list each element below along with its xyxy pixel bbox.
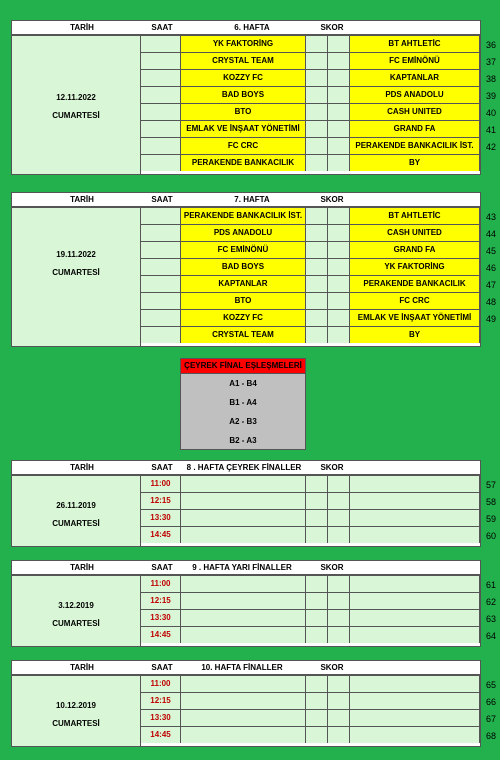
week-title: 7. HAFTA	[234, 195, 270, 204]
home-score[interactable]	[306, 576, 328, 592]
away-score[interactable]	[328, 727, 350, 743]
home-score[interactable]	[306, 710, 328, 726]
match-row	[141, 104, 496, 121]
home-team[interactable]	[181, 576, 306, 592]
match-number: 63	[485, 614, 496, 624]
match-number: 57	[485, 480, 496, 490]
time-cell: 14:45	[141, 527, 181, 543]
match-row	[141, 627, 496, 644]
week-10-date-cell	[12, 676, 141, 746]
match-row	[141, 693, 496, 710]
match-number: 64	[485, 631, 496, 641]
home-score[interactable]	[306, 53, 328, 69]
time-cell: 14:45	[141, 627, 181, 643]
time-cell[interactable]	[141, 70, 181, 86]
away-score[interactable]	[328, 259, 350, 275]
time-column-header: SAAT	[151, 563, 173, 572]
match-row	[141, 676, 496, 693]
time-column-header: SAAT	[151, 23, 173, 32]
home-score[interactable]	[306, 693, 328, 709]
away-team: KAPTANLAR	[350, 70, 480, 86]
away-team: CASH UNITED	[350, 225, 480, 241]
time-cell[interactable]	[141, 155, 181, 171]
match-number: 36	[485, 40, 496, 50]
match-row	[141, 155, 480, 172]
away-team[interactable]	[350, 627, 480, 643]
match-row	[141, 225, 496, 242]
away-score[interactable]	[328, 493, 350, 509]
away-team[interactable]	[350, 676, 480, 692]
match-number: 62	[485, 597, 496, 607]
away-team[interactable]	[350, 593, 480, 609]
match-row	[141, 208, 496, 225]
away-score[interactable]	[328, 104, 350, 120]
week-7-header	[11, 192, 481, 207]
home-team[interactable]	[181, 493, 306, 509]
week-9-section	[11, 560, 496, 641]
match-number: 37	[485, 57, 496, 67]
home-team: PERAKENDE BANKACILIK İST.	[181, 208, 306, 224]
away-team: BT AHTLETİC	[350, 208, 480, 224]
time-cell: 13:30	[141, 610, 181, 626]
pairing: B1 - A4	[229, 398, 257, 407]
week-title: 6. HAFTA	[234, 23, 270, 32]
home-team: BAD BOYS	[181, 87, 306, 103]
home-team[interactable]	[181, 476, 306, 492]
week-8-header	[11, 460, 481, 475]
away-score[interactable]	[328, 53, 350, 69]
date-column-header: TARİH	[70, 23, 94, 32]
away-team[interactable]	[350, 576, 480, 592]
home-score[interactable]	[306, 121, 328, 137]
home-score[interactable]	[306, 676, 328, 692]
away-score[interactable]	[328, 527, 350, 543]
match-number: 61	[485, 580, 496, 590]
home-team: CRYSTAL TEAM	[181, 53, 306, 69]
home-score[interactable]	[306, 727, 328, 743]
home-score[interactable]	[306, 259, 328, 275]
week-8-table	[11, 475, 496, 547]
home-score[interactable]	[306, 327, 328, 343]
away-score[interactable]	[328, 693, 350, 709]
match-number: 66	[485, 697, 496, 707]
time-cell[interactable]	[141, 310, 181, 326]
time-cell: 14:45	[141, 727, 181, 743]
pairing: A2 - B3	[229, 417, 257, 426]
match-row	[141, 576, 496, 593]
time-column-header: SAAT	[151, 195, 173, 204]
home-team[interactable]	[181, 527, 306, 543]
match-number: 38	[485, 74, 496, 84]
home-score[interactable]	[306, 476, 328, 492]
away-team: PERAKENDE BANKACILIK İST.	[350, 138, 480, 154]
home-team: YK FAKTORİNG	[181, 36, 306, 52]
away-team: PERAKENDE BANKACILIK	[350, 276, 480, 292]
match-number: 59	[485, 514, 496, 524]
home-score[interactable]	[306, 87, 328, 103]
away-score[interactable]	[328, 676, 350, 692]
away-team[interactable]	[350, 727, 480, 743]
match-number: 45	[485, 246, 496, 256]
away-team: BY	[350, 155, 480, 171]
away-score[interactable]	[328, 510, 350, 526]
week-6-header	[11, 20, 481, 35]
match-row	[141, 70, 496, 87]
time-cell[interactable]	[141, 225, 181, 241]
match-row	[141, 121, 496, 138]
away-team[interactable]	[350, 610, 480, 626]
away-team: GRAND FA	[350, 121, 480, 137]
date-column-header: TARİH	[70, 463, 94, 472]
time-cell[interactable]	[141, 104, 181, 120]
home-score[interactable]	[306, 70, 328, 86]
match-number: 47	[485, 280, 496, 290]
match-row	[141, 53, 496, 70]
away-team: BT AHTLETİC	[350, 36, 480, 52]
match-number: 40	[485, 108, 496, 118]
time-column-header: SAAT	[151, 463, 173, 472]
match-number: 41	[485, 125, 496, 135]
match-row	[141, 310, 496, 327]
time-cell[interactable]	[141, 36, 181, 52]
home-score[interactable]	[306, 610, 328, 626]
match-row	[141, 242, 496, 259]
away-team[interactable]	[350, 710, 480, 726]
score-column-header: SKOR	[320, 463, 344, 472]
home-score[interactable]	[306, 593, 328, 609]
home-team[interactable]	[181, 693, 306, 709]
away-score[interactable]	[328, 87, 350, 103]
home-team: PDS ANADOLU	[181, 225, 306, 241]
match-number: 44	[485, 229, 496, 239]
home-team: BTO	[181, 104, 306, 120]
time-column-header: SAAT	[151, 663, 173, 672]
home-team: KAPTANLAR	[181, 276, 306, 292]
home-team: PERAKENDE BANKACILIK	[181, 155, 306, 171]
time-cell[interactable]	[141, 208, 181, 224]
match-row	[141, 259, 496, 276]
time-cell[interactable]	[141, 53, 181, 69]
week-9-header	[11, 560, 481, 575]
match-date: 19.11.2022	[56, 250, 96, 259]
away-score[interactable]	[328, 327, 350, 343]
time-cell[interactable]	[141, 259, 181, 275]
away-score[interactable]	[328, 576, 350, 592]
away-team: GRAND FA	[350, 242, 480, 258]
match-day: CUMARTESİ	[52, 111, 100, 120]
away-score[interactable]	[328, 710, 350, 726]
time-cell: 13:30	[141, 510, 181, 526]
home-team: BAD BOYS	[181, 259, 306, 275]
match-number: 42	[485, 142, 496, 152]
time-cell: 11:00	[141, 476, 181, 492]
away-score[interactable]	[328, 70, 350, 86]
week-title: 10. HAFTA FİNALLER	[201, 663, 283, 672]
away-team: CASH UNITED	[350, 104, 480, 120]
home-team: CRYSTAL TEAM	[181, 327, 306, 343]
date-column-header: TARİH	[70, 663, 94, 672]
home-score[interactable]	[306, 310, 328, 326]
home-score[interactable]	[306, 493, 328, 509]
match-day: CUMARTESİ	[52, 519, 100, 528]
home-team[interactable]	[181, 710, 306, 726]
match-row	[141, 276, 496, 293]
home-score[interactable]	[306, 138, 328, 154]
match-number: 60	[485, 531, 496, 541]
away-team[interactable]	[350, 493, 480, 509]
match-row	[141, 727, 496, 744]
away-score[interactable]	[328, 310, 350, 326]
away-team[interactable]	[350, 476, 480, 492]
week-6-section	[11, 20, 496, 167]
time-cell[interactable]	[141, 276, 181, 292]
score-column-header: SKOR	[320, 663, 344, 672]
time-cell: 12:15	[141, 593, 181, 609]
away-team[interactable]	[350, 527, 480, 543]
week-8-date-cell	[12, 476, 141, 546]
pairings-title: ÇEYREK FİNAL EŞLEŞMELERİ	[181, 359, 305, 374]
time-cell[interactable]	[141, 87, 181, 103]
home-team: FC CRC	[181, 138, 306, 154]
away-score[interactable]	[328, 276, 350, 292]
time-cell: 12:15	[141, 693, 181, 709]
away-team: YK FAKTORİNG	[350, 259, 480, 275]
week-9-date-cell	[12, 576, 141, 646]
score-column-header: SKOR	[320, 23, 344, 32]
match-row	[141, 138, 496, 155]
home-team[interactable]	[181, 627, 306, 643]
match-row	[141, 327, 480, 344]
match-number: 67	[485, 714, 496, 724]
match-number: 43	[485, 212, 496, 222]
week-10-table	[11, 675, 496, 747]
away-score[interactable]	[328, 138, 350, 154]
week-8-section	[11, 460, 496, 541]
home-team: KOZZY FC	[181, 310, 306, 326]
away-team: FC CRC	[350, 293, 480, 309]
week-7-date-cell	[12, 208, 141, 346]
home-score[interactable]	[306, 627, 328, 643]
away-score[interactable]	[328, 208, 350, 224]
away-score[interactable]	[328, 293, 350, 309]
home-team[interactable]	[181, 593, 306, 609]
week-6-table	[11, 35, 496, 175]
home-team[interactable]	[181, 727, 306, 743]
away-score[interactable]	[328, 36, 350, 52]
week-10-section	[11, 660, 496, 741]
time-cell[interactable]	[141, 138, 181, 154]
home-score[interactable]	[306, 510, 328, 526]
away-score[interactable]	[328, 225, 350, 241]
away-team: PDS ANADOLU	[350, 87, 480, 103]
week-title: 8 . HAFTA ÇEYREK FİNALLER	[186, 463, 302, 472]
home-score[interactable]	[306, 276, 328, 292]
match-number: 46	[485, 263, 496, 273]
week-7-section	[11, 192, 496, 339]
home-team: BTO	[181, 293, 306, 309]
home-score[interactable]	[306, 225, 328, 241]
away-team: EMLAK VE İNŞAAT YÖNETİMİ	[350, 310, 480, 326]
home-score[interactable]	[306, 527, 328, 543]
away-score[interactable]	[328, 610, 350, 626]
away-score[interactable]	[328, 593, 350, 609]
match-row	[141, 36, 496, 53]
away-score[interactable]	[328, 627, 350, 643]
time-cell: 12:15	[141, 493, 181, 509]
week-7-table	[11, 207, 496, 347]
home-score[interactable]	[306, 36, 328, 52]
away-team: FC EMİNÖNÜ	[350, 53, 480, 69]
score-column-header: SKOR	[320, 195, 344, 204]
time-cell[interactable]	[141, 327, 181, 343]
home-team[interactable]	[181, 610, 306, 626]
week-9-table	[11, 575, 496, 647]
away-score[interactable]	[328, 121, 350, 137]
home-team: EMLAK VE İNŞAAT YÖNETİMİ	[181, 121, 306, 137]
match-date: 26.11.2019	[56, 501, 96, 510]
pairing: B2 - A3	[229, 436, 257, 445]
time-cell[interactable]	[141, 121, 181, 137]
date-column-header: TARİH	[70, 195, 94, 204]
match-date: 3.12.2019	[58, 601, 94, 610]
week-title: 9 . HAFTA YARI FİNALLER	[192, 563, 292, 572]
home-score[interactable]	[306, 208, 328, 224]
time-cell[interactable]	[141, 293, 181, 309]
home-team: KOZZY FC	[181, 70, 306, 86]
match-row	[141, 527, 496, 544]
match-row	[141, 710, 496, 727]
week-10-header	[11, 660, 481, 675]
week-6-date-cell	[12, 36, 141, 174]
time-cell: 11:00	[141, 576, 181, 592]
match-day: CUMARTESİ	[52, 719, 100, 728]
away-score[interactable]	[328, 242, 350, 258]
home-score[interactable]	[306, 104, 328, 120]
match-day: CUMARTESİ	[52, 619, 100, 628]
home-team[interactable]	[181, 510, 306, 526]
match-row	[141, 476, 496, 493]
score-column-header: SKOR	[320, 563, 344, 572]
match-number: 68	[485, 731, 496, 741]
match-number: 49	[485, 314, 496, 324]
match-number: 39	[485, 91, 496, 101]
match-number: 65	[485, 680, 496, 690]
quarter-final-pairings	[180, 358, 306, 450]
away-score[interactable]	[328, 476, 350, 492]
away-team[interactable]	[350, 510, 480, 526]
date-column-header: TARİH	[70, 563, 94, 572]
match-date: 10.12.2019	[55, 701, 97, 710]
match-row	[141, 293, 496, 310]
match-row	[141, 610, 496, 627]
match-row	[141, 493, 496, 510]
pairing: A1 - B4	[229, 379, 257, 388]
match-date: 12.11.2022	[56, 93, 96, 102]
time-cell[interactable]	[141, 242, 181, 258]
time-cell: 13:30	[141, 710, 181, 726]
home-score[interactable]	[306, 293, 328, 309]
away-team[interactable]	[350, 693, 480, 709]
match-number: 48	[485, 297, 496, 307]
away-score[interactable]	[328, 155, 350, 171]
match-row	[141, 593, 496, 610]
match-number: 58	[485, 497, 496, 507]
match-day: CUMARTESİ	[52, 268, 100, 277]
match-row	[141, 87, 496, 104]
home-score[interactable]	[306, 155, 328, 171]
away-team: BY	[350, 327, 480, 343]
match-row	[141, 510, 496, 527]
home-team[interactable]	[181, 676, 306, 692]
time-cell: 11:00	[141, 676, 181, 692]
home-score[interactable]	[306, 242, 328, 258]
home-team: FC EMİNÖNÜ	[181, 242, 306, 258]
